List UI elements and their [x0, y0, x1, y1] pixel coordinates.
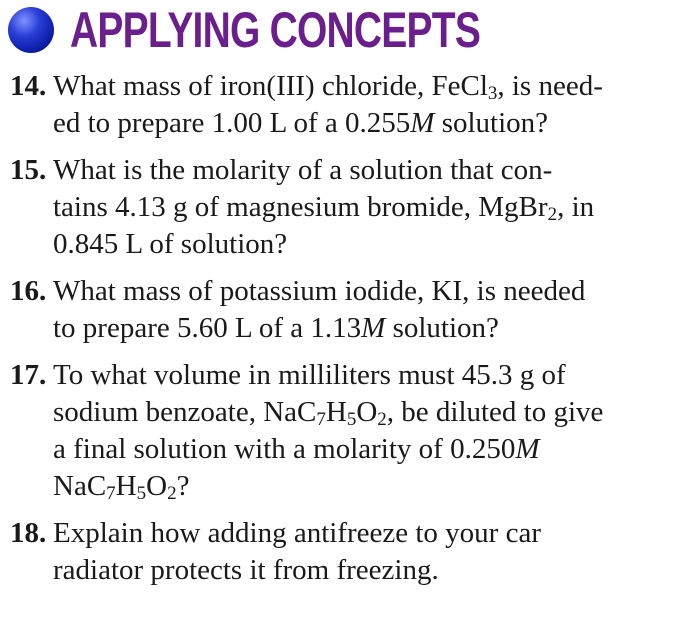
problem-14	[10, 68, 678, 142]
problem-text	[53, 515, 678, 589]
text-line: What mass of iron(III) chloride, FeCl$_3$, is need-	[53, 70, 603, 104]
problem-18	[10, 515, 678, 589]
text-line: What mass of potassium iodide, KI, is needed	[53, 275, 586, 307]
problem-number: 17.	[10, 359, 47, 391]
problem-text	[53, 357, 678, 505]
problem-16	[10, 273, 678, 347]
text-line: To what volume in milliliters must 45.3 g of	[53, 359, 566, 391]
text-line: Explain how adding antifreeze to your car	[53, 517, 541, 549]
problem-17	[10, 357, 678, 505]
text-line: tains 4.13 g of magnesium bromide, MgBr$_2$, in	[53, 191, 595, 225]
text-line: sodium benzoate, $NaC_7H_5O_2$, be diluted to give	[53, 396, 604, 430]
problem-number: 18.	[10, 517, 47, 549]
blue-sphere-bullet-icon	[8, 7, 54, 53]
text-line: ed to prepare 1.00 L of a 0.255M solution?	[53, 107, 549, 139]
problem-15	[10, 152, 678, 263]
text-line: $NaC_7H_5O_2$?	[53, 470, 190, 504]
text-line: 0.845 L of solution?	[53, 228, 288, 260]
text-line: radiator protects it from freezing.	[53, 554, 439, 586]
problem-number: 15.	[10, 154, 47, 186]
text-line: to prepare 5.60 L of a 1.13M solution?	[53, 312, 499, 344]
problem-number: 14.	[10, 70, 47, 102]
text-line: What is the molarity of a solution that con-	[53, 154, 553, 186]
problem-text	[53, 68, 678, 142]
problem-text	[53, 273, 678, 347]
problem-text	[53, 152, 678, 263]
section-header	[8, 4, 596, 56]
section-title: APPLYING CONCEPTS	[70, 2, 481, 58]
problem-list	[10, 68, 678, 589]
problem-number: 16.	[10, 275, 47, 307]
text-line: a final solution with a molarity of 0.250M	[53, 433, 540, 465]
